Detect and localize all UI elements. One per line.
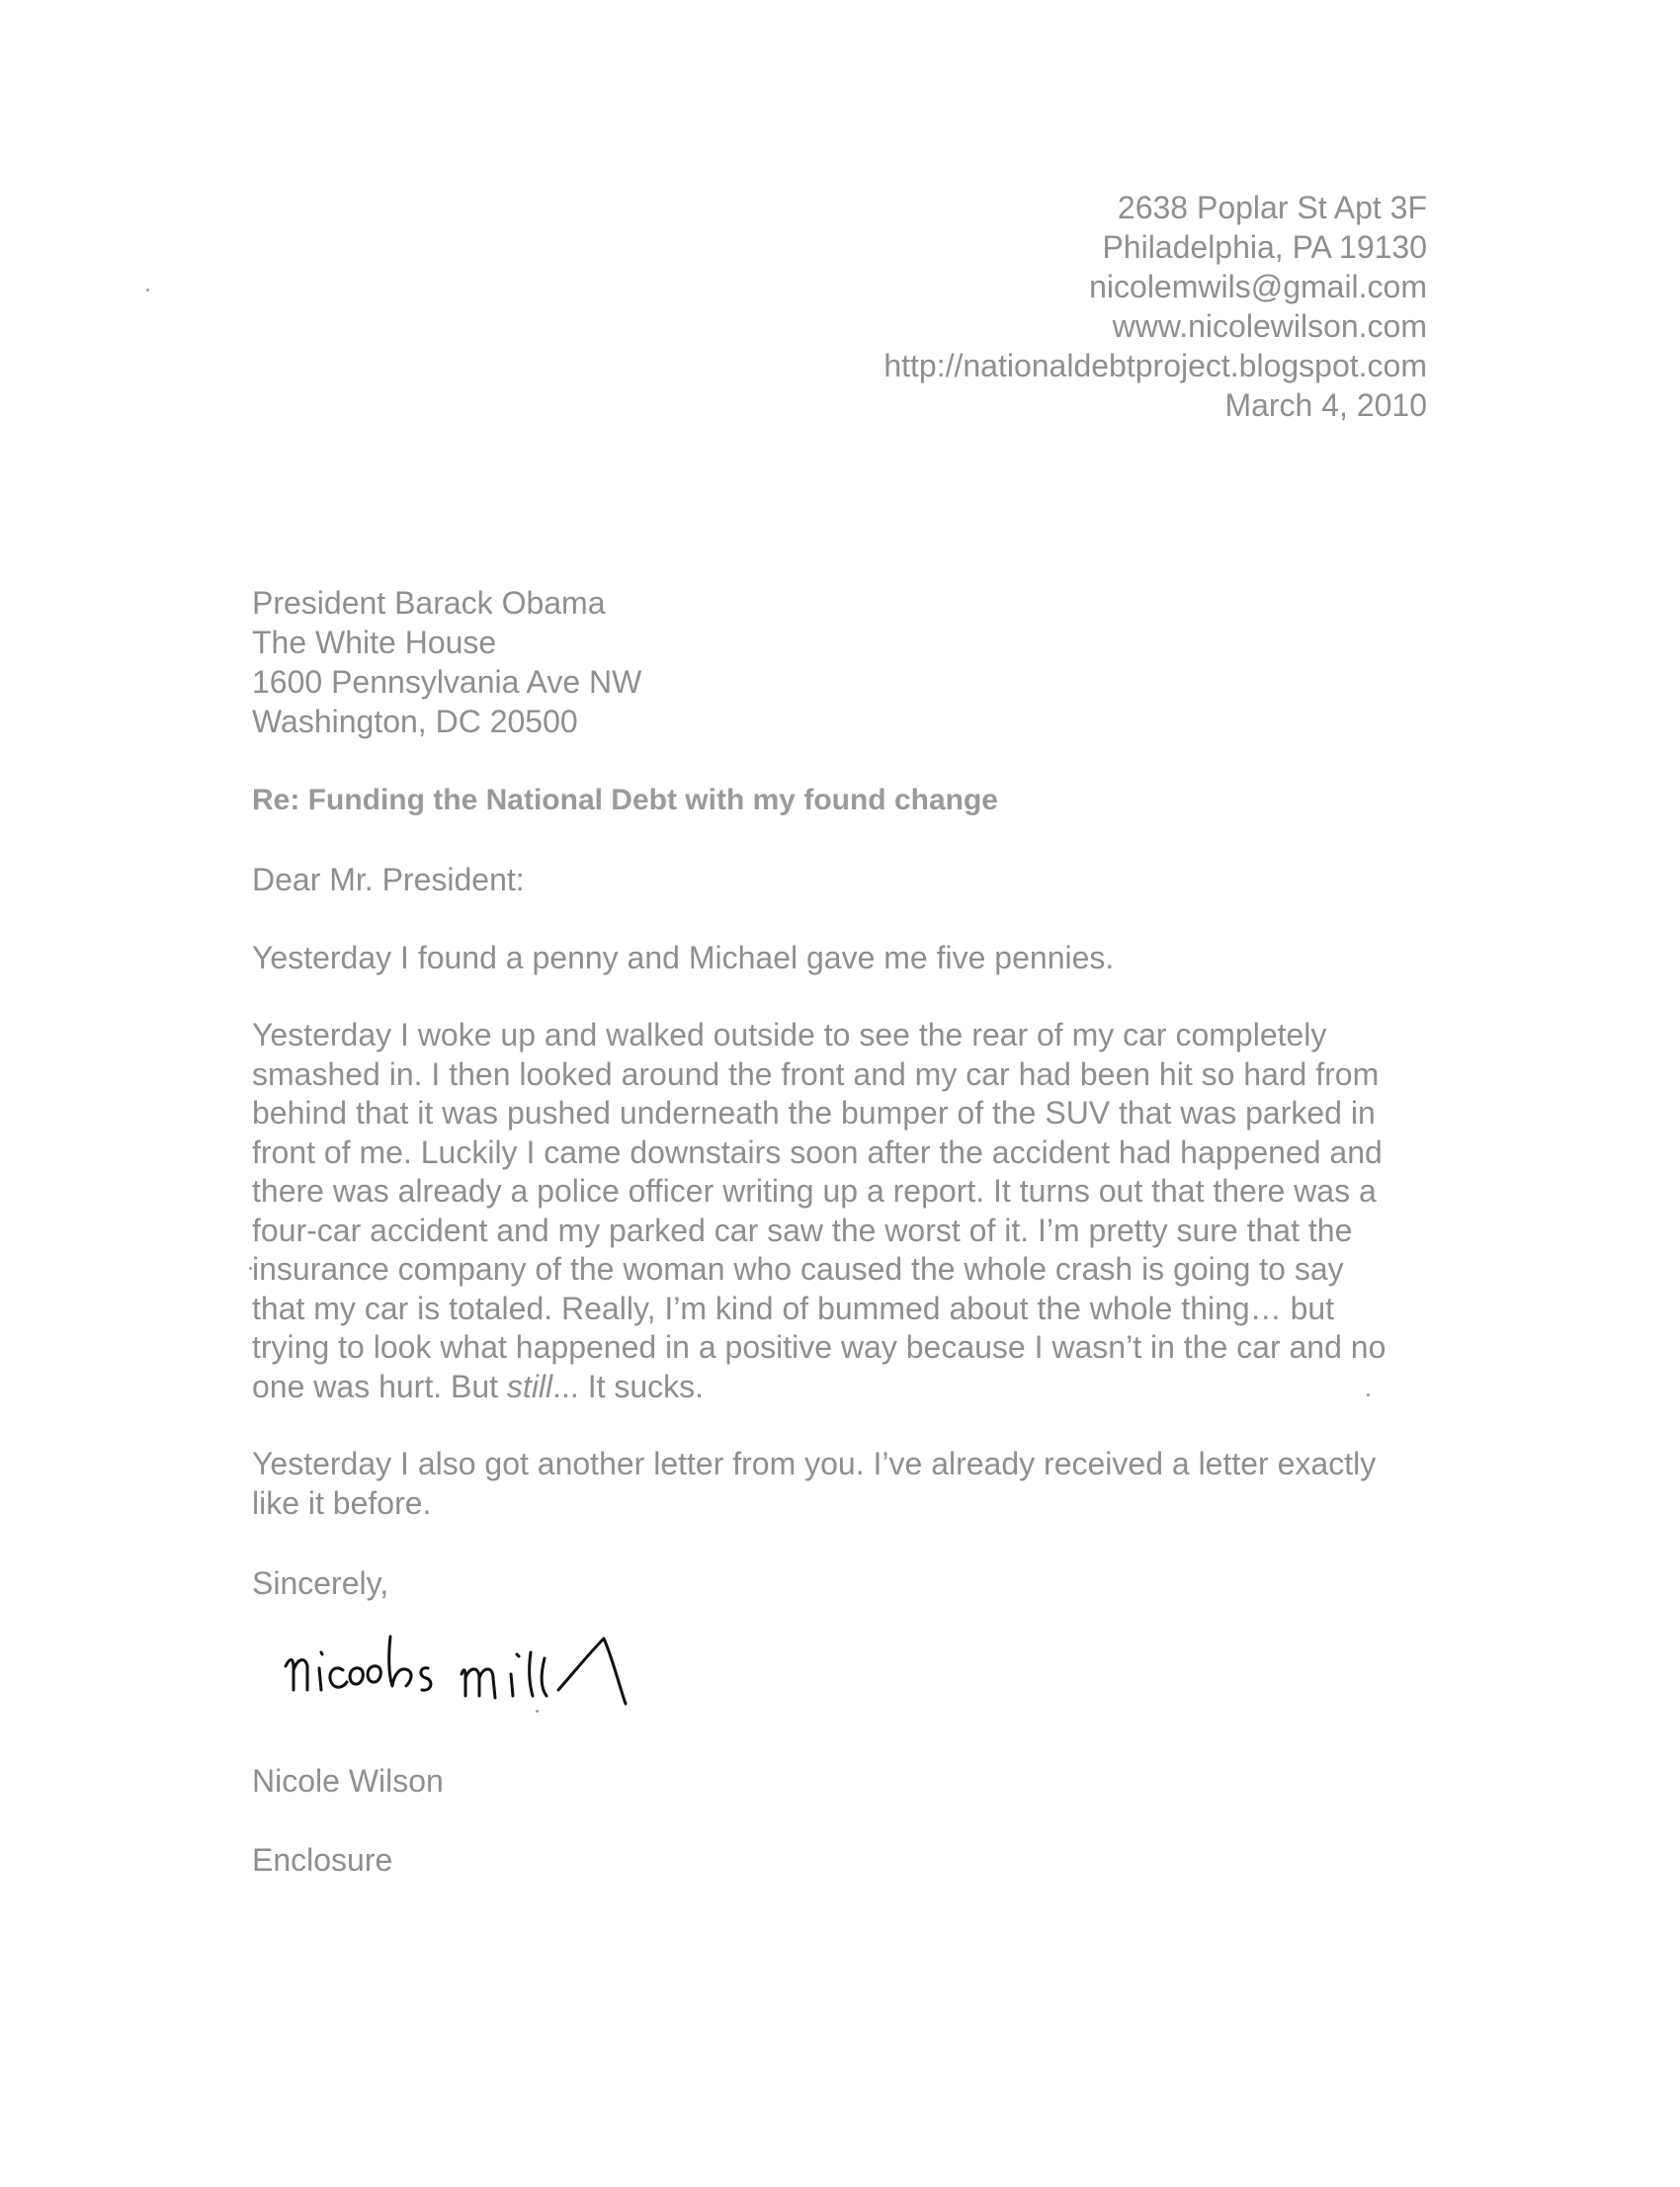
closing: Sincerely, [252, 1565, 389, 1601]
body-paragraph-2 [252, 1016, 1448, 1406]
paragraph-line: four-car accident and my parked car saw the worst of it. I’m pretty sure that the [252, 1212, 1353, 1248]
sender-blog-url: http://nationaldebtproject.blogspot.com [883, 348, 1427, 383]
signer-name: Nicole Wilson [252, 1763, 444, 1799]
emphasis-text: still [506, 1368, 553, 1404]
recipient-address-block [252, 583, 641, 741]
paragraph-line: that my car is totaled. Really, I’m kind of bummed about the whole thing… but [252, 1290, 1335, 1326]
recipient-city-line: Washington, DC 20500 [252, 704, 578, 739]
sender-website: www.nicolewilson.com [1112, 308, 1427, 344]
sender-address-block [883, 188, 1427, 425]
sender-street: 2638 Poplar St Apt 3F [1117, 190, 1427, 225]
scan-speck [536, 1710, 539, 1713]
body-paragraph-3 [252, 1445, 1448, 1523]
paragraph-line: smashed in. I then looked around the front and my car had been hit so hard from [252, 1055, 1380, 1092]
body-paragraph-1 [252, 939, 1448, 978]
recipient-street: 1600 Pennsylvania Ave NW [252, 664, 642, 700]
paragraph-line: front of me. Luckily I came downstairs soon after the accident had happened and [252, 1134, 1383, 1170]
letter-date: March 4, 2010 [1224, 387, 1427, 423]
subject-line: Re: Funding the National Debt with my found change [252, 784, 998, 816]
paragraph-line: insurance company of the woman who caused the whole crash is going to say [252, 1251, 1344, 1287]
handwritten-signature [282, 1619, 746, 1727]
paragraph-line: like it before. [252, 1484, 432, 1521]
paragraph-line: there was already a police officer writing up a report. It turns out that there was a [252, 1173, 1377, 1209]
paragraph-line: trying to look what happened in a positive way because I wasn’t in the car and no [252, 1329, 1386, 1365]
paragraph-line: Yesterday I also got another letter from you. I’ve already received a letter exactly [252, 1446, 1377, 1481]
paragraph-line: Yesterday I woke up and walked outside to see the rear of my car completely [252, 1017, 1327, 1052]
paragraph-line: Yesterday I found a penny and Michael gave me five pennies. [252, 940, 1115, 975]
recipient-org: The White House [252, 625, 497, 660]
salutation: Dear Mr. President: [252, 862, 525, 897]
text-run: one was hurt. But [252, 1368, 507, 1404]
paragraph-line: behind that it was pushed underneath the bumper of the SUV that was parked in [252, 1095, 1376, 1131]
recipient-name: President Barack Obama [252, 585, 606, 621]
enclosure-note: Enclosure [252, 1842, 393, 1878]
scan-speck [249, 1267, 252, 1270]
sender-city-line: Philadelphia, PA 19130 [1102, 229, 1427, 265]
paragraph-line-last [252, 1368, 1448, 1407]
scan-speck [1367, 1393, 1370, 1396]
sender-email: nicolemwils@gmail.com [1089, 269, 1427, 304]
scan-speck [146, 289, 149, 292]
text-run: ... It sucks. [552, 1368, 705, 1404]
